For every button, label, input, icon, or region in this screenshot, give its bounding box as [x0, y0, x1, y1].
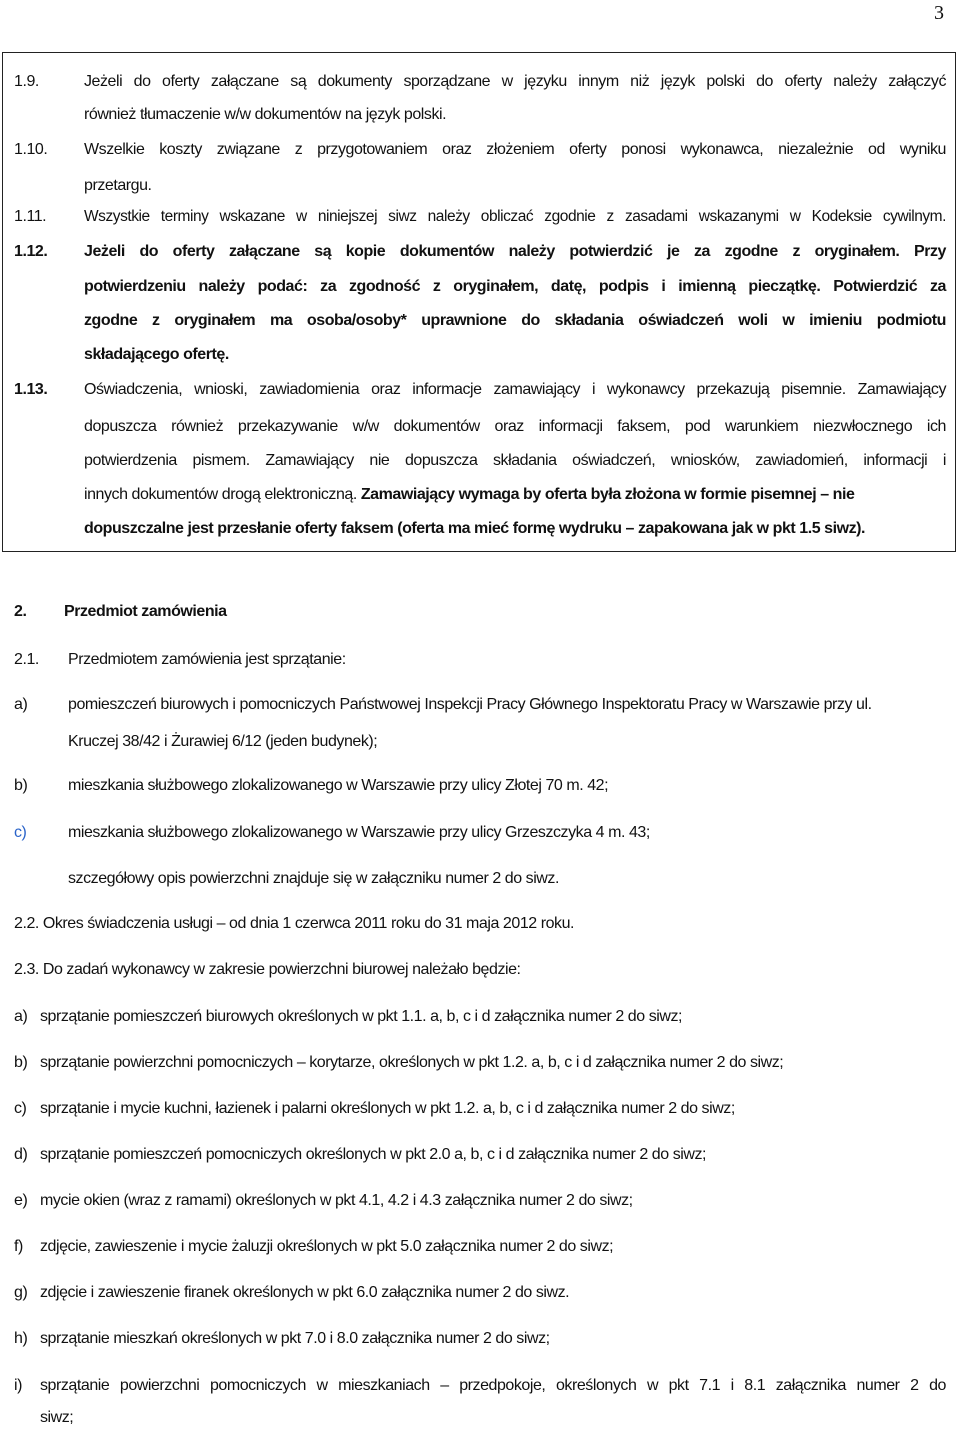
- page-number: 3: [934, 2, 944, 24]
- list-item-line: sprzątanie i mycie kuchni, łazienek i palarni określonych w pkt 1.2. a, b, c i d załącznika numer 2 do siwz;: [40, 1100, 735, 1117]
- paragraph-line: Przedmiotem zamówienia jest sprzątanie:: [68, 651, 346, 668]
- list-letter: c): [14, 1100, 27, 1117]
- list-letter: h): [14, 1330, 28, 1347]
- paragraph-line: [84, 485, 946, 505]
- list-item-line: Kruczej 38/42 i Żurawiej 6/12 (jeden budynek);: [68, 733, 378, 750]
- list-letter: f): [14, 1238, 23, 1255]
- paragraph-line: Wszystkie terminy wskazane w niniejszej siwz należy obliczać zgodnie z zasadami wskazanymi w Kodeksie cywilnym.: [84, 208, 946, 225]
- paragraph-line: 2.2. Okres świadczenia usługi – od dnia 1 czerwca 2011 roku do 31 maja 2012 roku.: [14, 915, 575, 932]
- list-letter: i): [14, 1377, 22, 1394]
- section-number: 1.12.: [14, 243, 48, 260]
- paragraph-line: również tłumaczenie w/w dokumentów na język polski.: [84, 106, 447, 123]
- list-item-line: sprzątanie powierzchni pomocniczych – korytarze, określonych w pkt 1.2. a, b, c i d załącznika numer 2 do siwz;: [40, 1054, 784, 1071]
- list-item-line: zdjęcie, zawieszenie i mycie żaluzji określonych w pkt 5.0 załącznika numer 2 do siwz;: [40, 1238, 614, 1255]
- list-item-line: pomieszczeń biurowych i pomocniczych Państwowej Inspekcji Pracy Głównego Inspektoratu Pracy w Warszawie przy ul.: [68, 696, 872, 713]
- list-letter: d): [14, 1146, 28, 1163]
- section-number: 1.10.: [14, 141, 48, 158]
- section-number: 1.9.: [14, 73, 39, 90]
- paragraph-line: zgodne z oryginałem ma osoba/osoby* uprawnione do składania oświadczeń woli w imieniu podmiotu: [84, 312, 946, 329]
- paragraph-line: potwierdzeniu należy podać: za zgodność z oryginałem, datę, podpis i imienną pieczątkę. Potwierdzić za: [84, 278, 946, 295]
- paragraph-line: potwierdzenia pismem. Zamawiający nie dopuszcza składania oświadczeń, wniosków, zawiadomień, informacji i: [84, 452, 946, 469]
- list-letter: a): [14, 1008, 28, 1025]
- paragraph-line: szczegółowy opis powierzchni znajduje się w załączniku numer 2 do siwz.: [68, 870, 559, 887]
- list-item-line: sprzątanie pomieszczeń biurowych określonych w pkt 1.1. a, b, c i d załącznika numer 2 do siwz;: [40, 1008, 683, 1025]
- boxed-section: [2, 52, 956, 552]
- section-number: 1.13.: [14, 381, 48, 398]
- list-item-line: sprzątanie powierzchni pomocniczych w mieszkaniach – przedpokoje, określonych w pkt 7.1 i 8.1 załącznika numer 2 do: [40, 1377, 946, 1394]
- list-letter: a): [14, 696, 28, 713]
- paragraph-line: Jeżeli do oferty załączane są dokumenty sporządzane w języku innym niż język polski do oferty należy załączyć: [84, 73, 946, 90]
- section-number: 2.: [14, 603, 27, 620]
- list-item-line: sprzątanie mieszkań określonych w pkt 7.0 i 8.0 załącznika numer 2 do siwz;: [40, 1330, 550, 1347]
- list-letter: b): [14, 1054, 28, 1071]
- list-item-line: mieszkania służbowego zlokalizowanego w Warszawie przy ulicy Złotej 70 m. 42;: [68, 777, 609, 794]
- list-letter: g): [14, 1284, 28, 1301]
- paragraph-line: dopuszcza również przekazywanie w/w dokumentów oraz informacji faksem, pod warunkiem niezwłocznego ich: [84, 418, 946, 435]
- list-item-line: mieszkania służbowego zlokalizowanego w Warszawie przy ulicy Grzeszczyka 4 m. 43;: [68, 824, 650, 841]
- paragraph-line: 2.3. Do zadań wykonawcy w zakresie powierzchni biurowej należało będzie:: [14, 961, 521, 978]
- list-item-line: zdjęcie i zawieszenie firanek określonych w pkt 6.0 załącznika numer 2 do siwz.: [40, 1284, 570, 1301]
- paragraph-line: Oświadczenia, wnioski, zawiadomienia oraz informacje zamawiający i wykonawcy przekazują pisemnie. Zamawiający: [84, 381, 946, 398]
- section-heading: Przedmiot zamówienia: [64, 603, 227, 620]
- list-letter: e): [14, 1192, 28, 1209]
- section-number: 1.11.: [14, 208, 47, 225]
- list-letter: c): [14, 824, 27, 841]
- list-item-line: mycie okien (wraz z ramami) określonych w pkt 4.1, 4.2 i 4.3 załącznika numer 2 do siwz;: [40, 1192, 633, 1209]
- list-item-line: sprzątanie pomieszczeń pomocniczych określonych w pkt 2.0 a, b, c i d załącznika numer 2 do siwz;: [40, 1146, 707, 1163]
- paragraph-line: przetargu.: [84, 177, 152, 194]
- list-letter: b): [14, 777, 28, 794]
- paragraph-line: składającego ofertę.: [84, 346, 229, 363]
- paragraph-line: Wszelkie koszty związane z przygotowaniem oraz złożeniem oferty ponosi wykonawca, niezależnie od wyniku: [84, 141, 946, 158]
- paragraph-line: Jeżeli do oferty załączane są kopie dokumentów należy potwierdzić je za zgodne z oryginałem. Przy: [84, 243, 946, 260]
- text-run: innych dokumentów drogą elektroniczną.: [84, 486, 361, 503]
- list-item-line: siwz;: [40, 1409, 74, 1426]
- section-number: 2.1.: [14, 651, 39, 668]
- text-run-bold: Zamawiający wymaga by oferta była złożona w formie pisemnej – nie: [360, 486, 855, 503]
- paragraph-line: dopuszczalne jest przesłanie oferty faksem (oferta ma mieć formę wydruku – zapakowana jak w pkt 1.5 siwz).: [84, 520, 866, 537]
